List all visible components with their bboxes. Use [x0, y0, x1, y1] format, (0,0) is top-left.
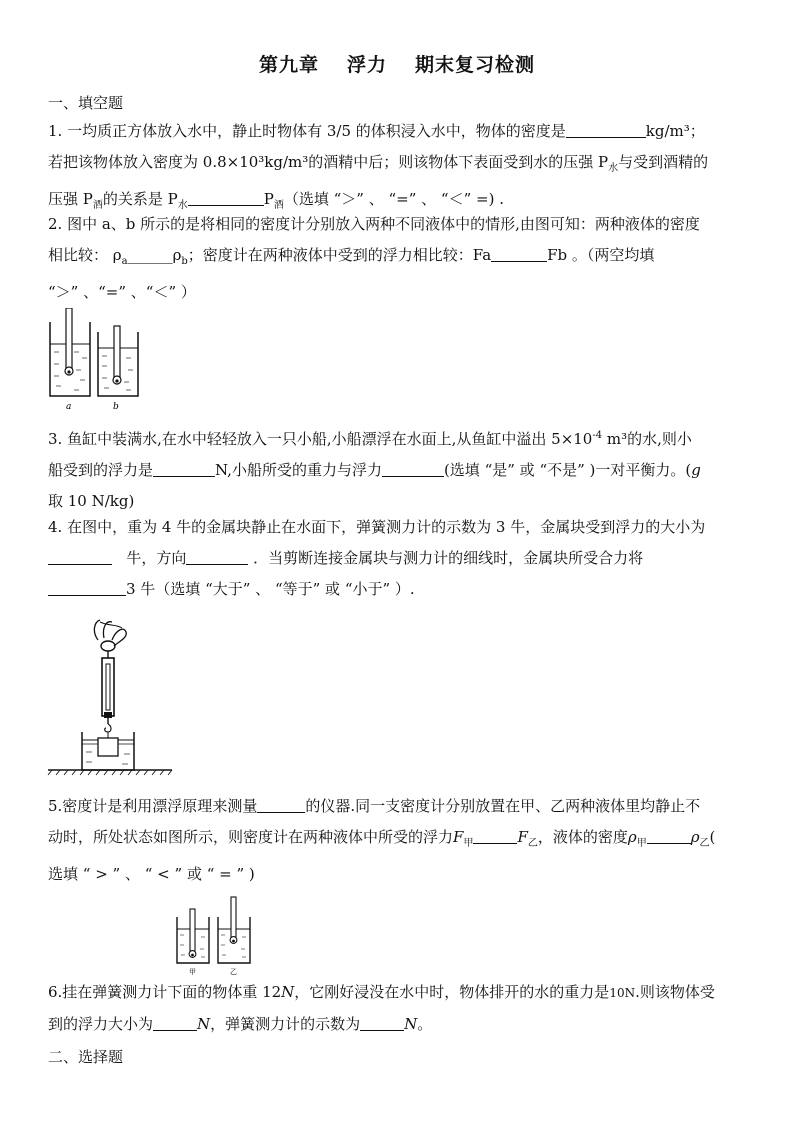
question-5: 5.密度计是利用漂浮原理来测量 的仪器.同一支密度计分别放置在甲、乙两种液体里均静止不 动时，所处状态如图所示，则密度计在两种液体中所受的浮力$F_甲$ $F_乙$，液体的密度$\rho_甲$ $\rho_乙$( 选填 “ > ” 、 “ < ” 或 “ = ” )	[48, 797, 716, 883]
blank	[360, 1014, 404, 1031]
blank	[491, 245, 547, 262]
question-6: 6.挂在弹簧测力计下面的物体重 12N，它刚好浸没在水中时，物体排开的水的重力是10N.则该物体受 到的浮力大小为 N，弹簧测力计的示数为 N。	[48, 983, 715, 1033]
blank	[186, 548, 248, 565]
page-title	[0, 50, 794, 77]
title-chapter: 第九章	[258, 54, 319, 76]
blank	[153, 1014, 197, 1031]
title-subtitle: 期末复习检测	[415, 54, 536, 76]
blank	[382, 460, 444, 477]
blank	[473, 827, 517, 844]
figure-spring-scale	[46, 616, 176, 776]
question-4: 4. 在图中，重为 4 牛的金属块静止在水面下，弹簧测力计的示数为 3 牛，金属块受到浮力的大小为 牛，方向 ．当剪断连接金属块与测力计的细线时，金属块所受合力将 3 牛（选填 “大于” 、 “等于” 或 “小于” ）.	[48, 518, 706, 598]
blank	[48, 548, 112, 565]
label-a: a	[66, 402, 72, 412]
blank	[153, 460, 215, 477]
question-1: 1. 一均质正方体放入水中，静止时物体有 3/5 的体积浸入水中，物体的密度是 kg/m³； 若把该物体放入密度为 0.8×10³kg/m³的酒精中后；则该物体下表面受到水的压强 $P_水$与受到酒精的 压强 $P_酒$的关系是 $P_水$ $P_酒$（选填 “＞” 、 “=” 、 “＜” =) .	[48, 122, 709, 211]
figure-hydrometers-jia-yi	[174, 895, 258, 977]
question-3: 3. 鱼缸中装满水,在水中轻轻放入一只小船,小船漂浮在水面上,从鱼缸中溢出 $5\times 10^{-4}$ m³的水,则小 船受到的浮力是 N,小船所受的重力与浮力 (选填 “是” 或 “不是” )一对平衡力。(g 取 10 N/kg)	[48, 430, 701, 510]
question-2: 2. 图中 a、b 所示的是将相同的密度计分别放入两种不同液体中的情形,由图可知：两种液体的密度 相比较： $\rho_a\_\_\_\_\_\_\rho_b$；密度计在两种液体中受到的浮力相比较：Fa Fb 。（两空均填 “＞” 、“=” 、“＜” ）	[48, 215, 700, 301]
blank	[48, 579, 126, 596]
label-yi: 乙	[230, 968, 237, 976]
blank	[566, 121, 646, 138]
blank	[257, 796, 305, 813]
blank	[188, 189, 264, 206]
label-b: b	[113, 402, 119, 412]
label-jia: 甲	[189, 968, 196, 976]
title-topic: 浮力	[346, 54, 387, 76]
figure-hydrometers-ab	[46, 308, 146, 412]
section-multiple-choice: 二、选择题	[48, 1048, 124, 1066]
section-fill-blank: 一、填空题	[48, 94, 124, 112]
blank	[647, 827, 691, 844]
